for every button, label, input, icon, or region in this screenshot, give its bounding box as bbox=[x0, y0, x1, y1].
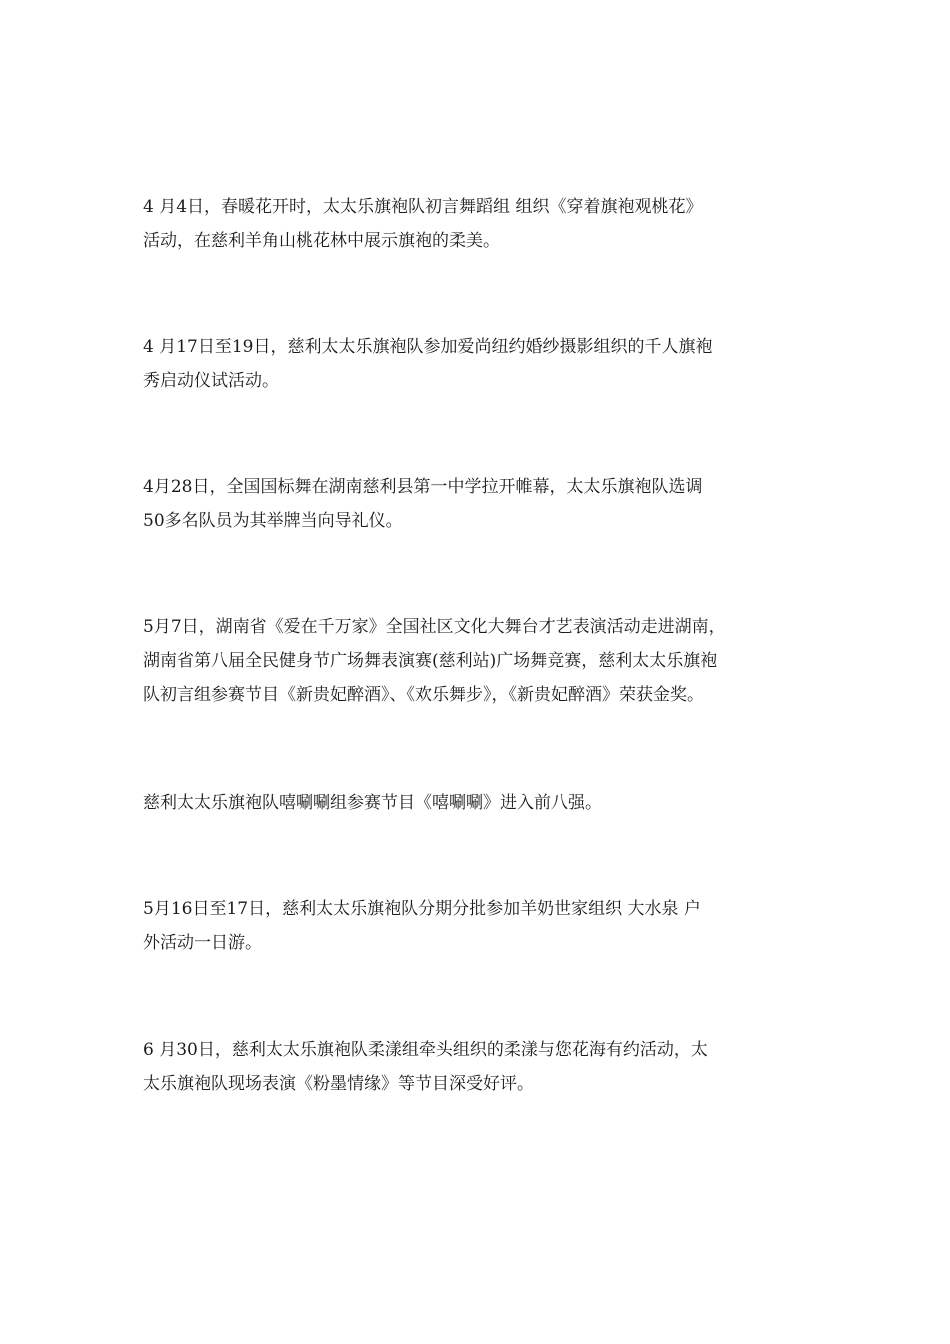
paragraph-line: 4 月4日，春暖花开时，太太乐旗袍队初言舞蹈组 组织《穿着旗袍观桃花》 bbox=[143, 197, 703, 217]
paragraph-april-17 bbox=[143, 330, 815, 398]
paragraph-line: 队初言组参赛节目《新贵妃醉酒》、《欢乐舞步》，《新贵妃醉酒》荣获金奖。 bbox=[143, 685, 704, 705]
paragraph-line: 50多名队员为其举牌当向导礼仪。 bbox=[143, 511, 403, 531]
paragraph-april-4 bbox=[143, 190, 815, 258]
paragraph-line: 5月7日，湖南省《爱在千万家》全国社区文化大舞台才艺表演活动走进湖南， bbox=[143, 617, 726, 637]
paragraph-line: 湖南省第八届全民健身节广场舞表演赛(慈利站)广场舞竞赛，慈利太太乐旗袍 bbox=[143, 651, 718, 671]
paragraph-may-7 bbox=[143, 610, 815, 712]
paragraph-line: 5月16日至17日，慈利太太乐旗袍队分期分批参加羊奶世家组织 大水泉 户 bbox=[143, 899, 701, 919]
paragraph-line: 外活动一日游。 bbox=[143, 933, 262, 953]
paragraph-line: 4月28日，全国国标舞在湖南慈利县第一中学拉开帷幕，太太乐旗袍队选调 bbox=[143, 477, 703, 497]
paragraph-may-16 bbox=[143, 892, 815, 960]
paragraph-line: 活动，在慈利羊角山桃花林中展示旗袍的柔美。 bbox=[143, 231, 500, 251]
paragraph-xishuashua bbox=[143, 786, 815, 820]
paragraph-april-28 bbox=[143, 470, 815, 538]
paragraph-line: 太乐旗袍队现场表演《粉墨情缘》等节目深受好评。 bbox=[143, 1074, 534, 1094]
paragraph-line: 4 月17日至19日，慈利太太乐旗袍队参加爱尚纽约婚纱摄影组织的千人旗袍 bbox=[143, 337, 713, 357]
paragraph-line: 秀启动仪试活动。 bbox=[143, 371, 279, 391]
paragraph-line: 6 月30日，慈利太太乐旗袍队柔漾组牵头组织的柔漾与您花海有约活动，太 bbox=[143, 1040, 708, 1060]
paragraph-june-30 bbox=[143, 1033, 815, 1101]
paragraph-line: 慈利太太乐旗袍队嘻唰唰组参赛节目《嘻唰唰》进入前八强。 bbox=[143, 793, 602, 813]
